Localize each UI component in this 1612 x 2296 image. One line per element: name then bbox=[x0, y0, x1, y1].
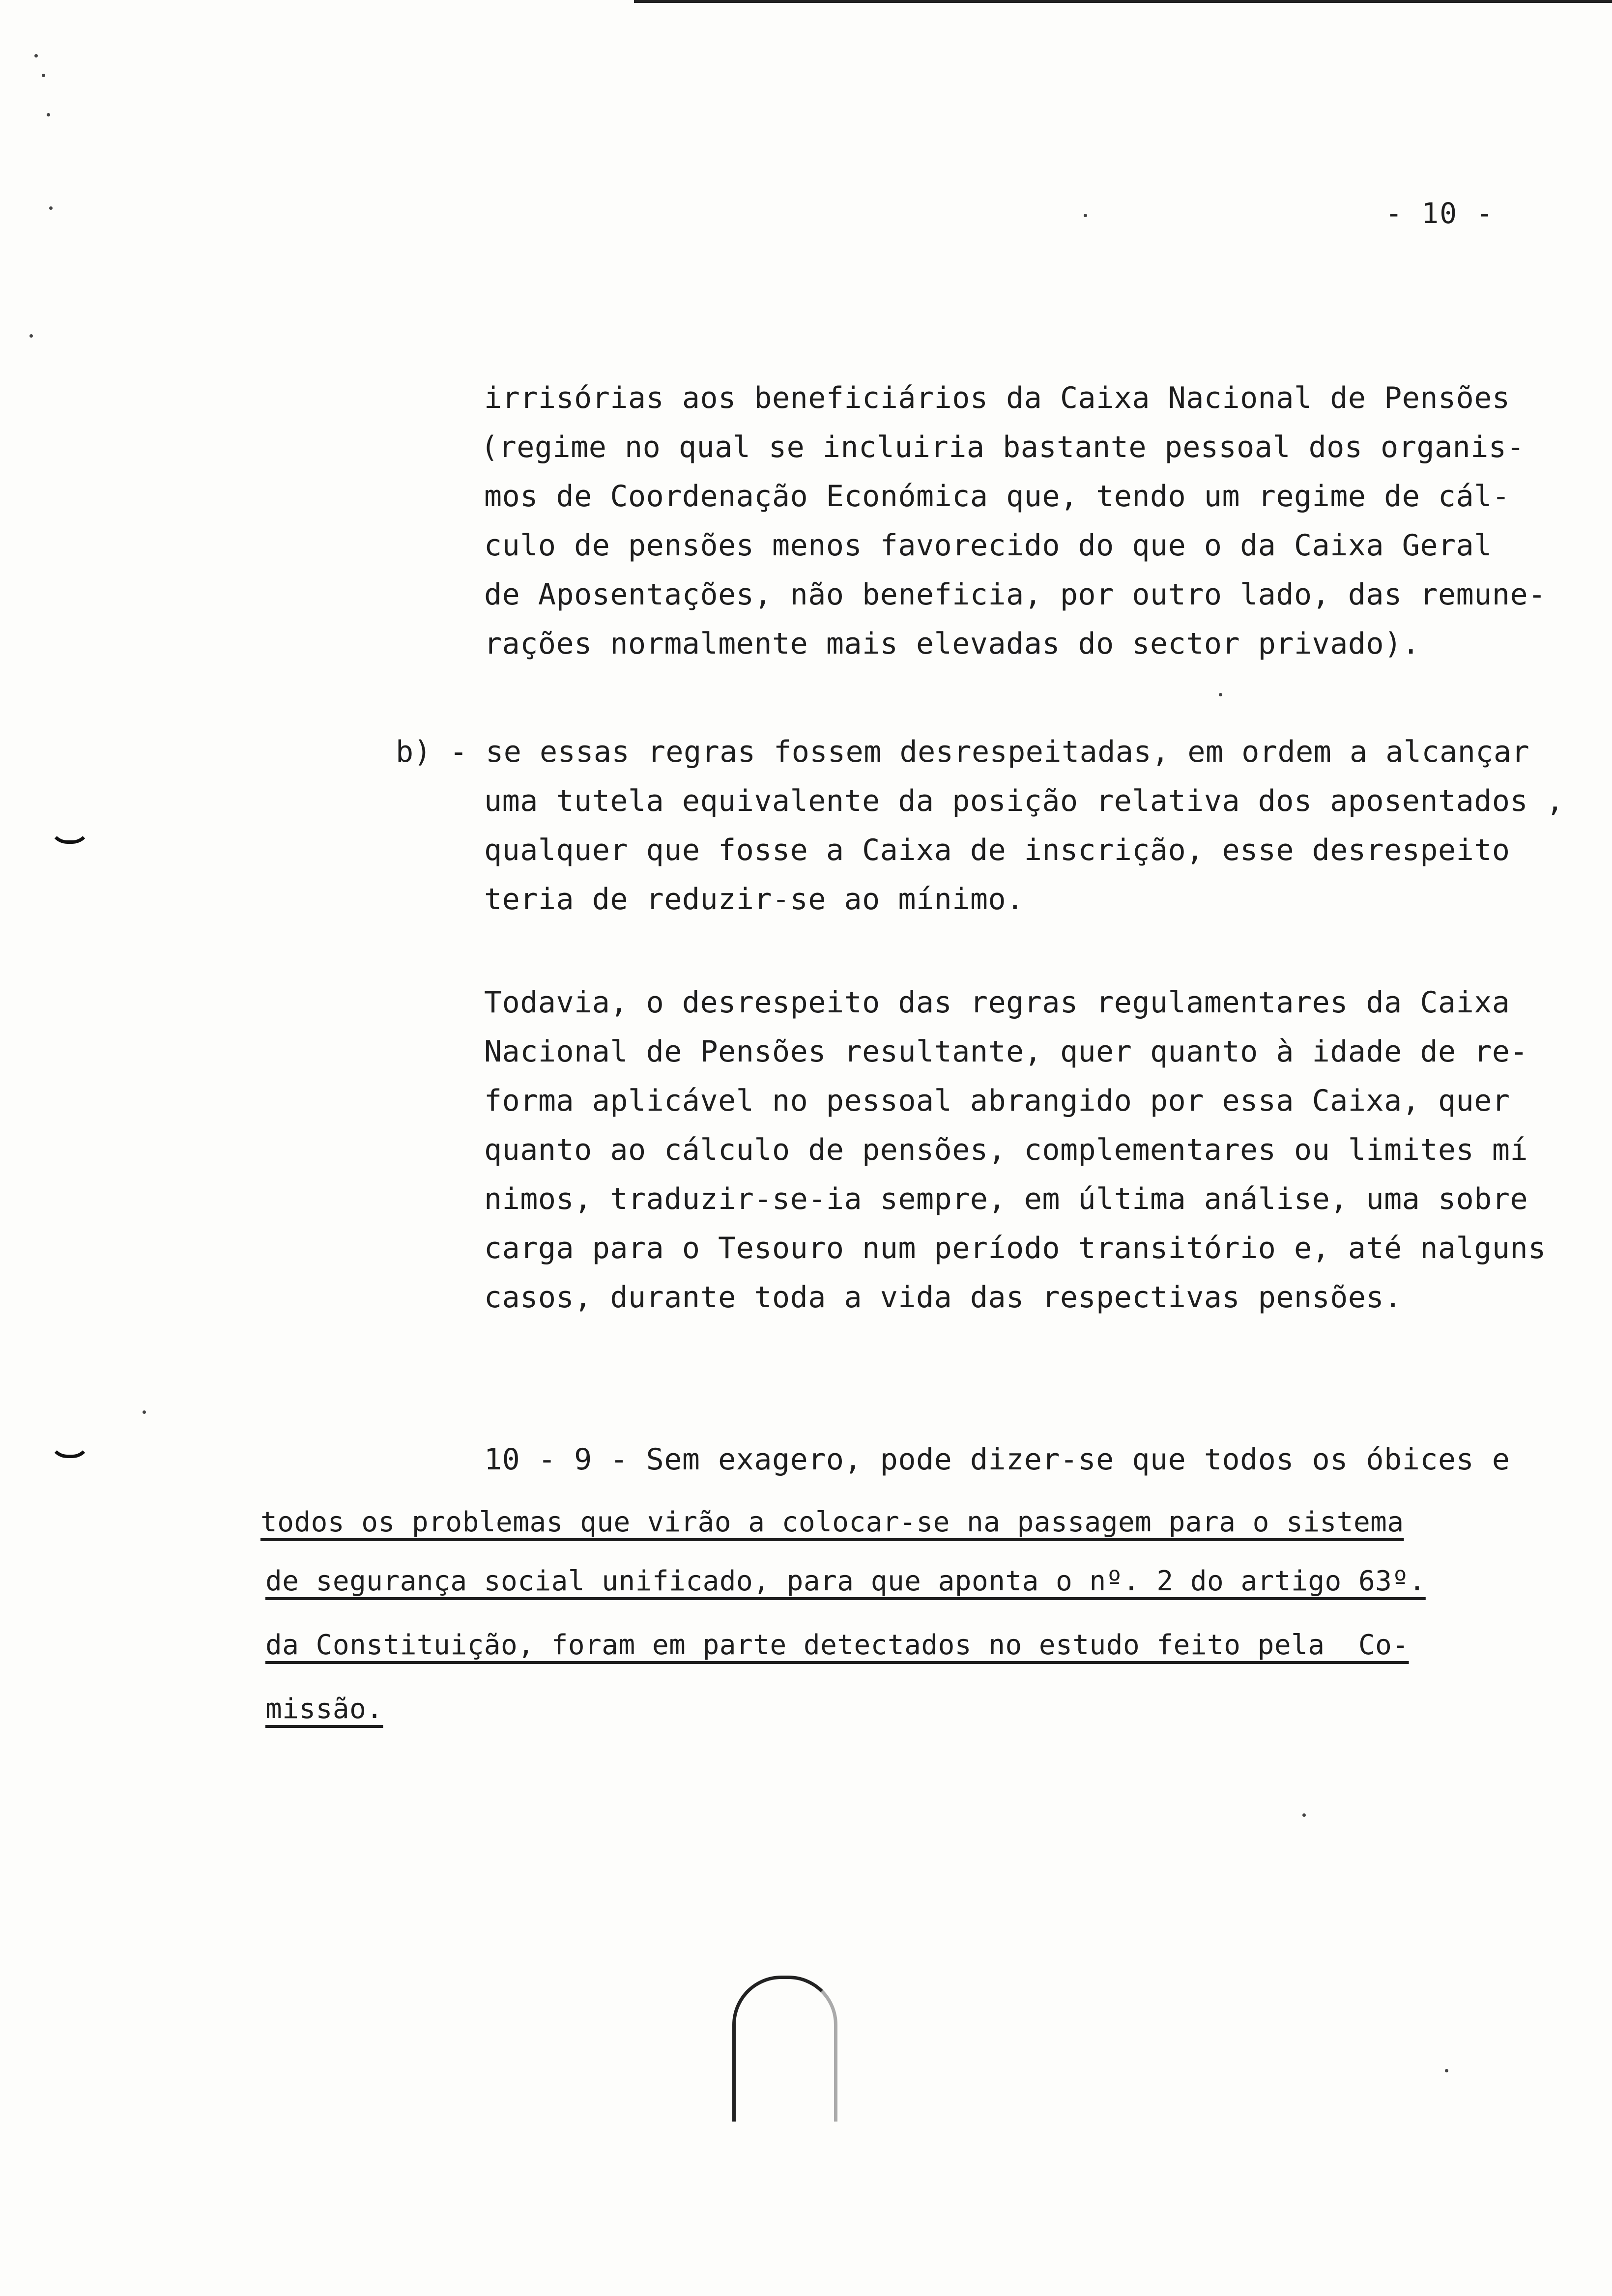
scan-speck bbox=[1302, 1813, 1306, 1817]
top-edge-rule bbox=[634, 0, 1612, 3]
text-line: irrisórias aos beneficiários da Caixa Nacional de Pensões bbox=[484, 381, 1510, 415]
text-line: mos de Coordenação Económica que, tendo um regime de cál- bbox=[484, 479, 1510, 514]
scan-speck bbox=[42, 74, 45, 77]
text-line: teria de reduzir-se ao mínimo. bbox=[484, 882, 1024, 917]
text-line: rações normalmente mais elevadas do sector privado). bbox=[484, 627, 1420, 661]
page-number: - 10 - bbox=[1385, 197, 1494, 230]
text-line: de Aposentações, não beneficia, por outro lado, das remune- bbox=[484, 577, 1546, 612]
text-line: uma tutela equivalente da posição relativa dos aposentados , bbox=[484, 784, 1564, 818]
text-line: nimos, traduzir-se-ia sempre, em última análise, uma sobre bbox=[484, 1182, 1528, 1216]
scan-speck bbox=[1219, 693, 1222, 696]
margin-bracket-mark bbox=[49, 1440, 90, 1458]
stamp-mark bbox=[732, 1976, 837, 2122]
text-line: (regime no qual se incluiria bastante pessoal dos organis- bbox=[481, 430, 1525, 464]
scan-speck bbox=[1445, 2069, 1448, 2072]
underlined-text-line: missão. bbox=[265, 1693, 383, 1725]
scan-speck bbox=[143, 1410, 146, 1414]
list-item-b-line: b) - se essas regras fossem desrespeitadas, em ordem a alcançar bbox=[396, 735, 1530, 769]
underlined-text-line: da Constituição, foram em parte detectados no estudo feito pela Co- bbox=[265, 1629, 1409, 1661]
text-line: qualquer que fosse a Caixa de inscrição, esse desrespeito bbox=[484, 833, 1510, 867]
underlined-text-line: todos os problemas que virão a colocar-se na passagem para o sistema bbox=[260, 1506, 1404, 1538]
text-line: forma aplicável no pessoal abrangido por essa Caixa, quer bbox=[484, 1084, 1510, 1118]
scan-speck bbox=[47, 113, 50, 116]
scan-speck bbox=[49, 206, 53, 210]
scan-speck bbox=[1084, 214, 1087, 217]
text-line: Nacional de Pensões resultante, quer quanto à idade de re- bbox=[484, 1034, 1528, 1069]
section-heading-line: 10 - 9 - Sem exagero, pode dizer-se que todos os óbices e bbox=[484, 1442, 1510, 1477]
text-line: casos, durante toda a vida das respectivas pensões. bbox=[484, 1280, 1402, 1315]
text-line: carga para o Tesouro num período transitório e, até nalguns bbox=[484, 1231, 1546, 1265]
text-line: culo de pensões menos favorecido do que o da Caixa Geral bbox=[484, 528, 1492, 563]
text-line: Todavia, o desrespeito das regras regulamentares da Caixa bbox=[484, 985, 1510, 1020]
text-line: quanto ao cálculo de pensões, complementares ou limites mí bbox=[484, 1133, 1528, 1167]
scan-speck bbox=[29, 334, 33, 338]
scan-speck bbox=[34, 54, 38, 57]
margin-bracket-mark bbox=[49, 826, 90, 844]
underlined-text-line: de segurança social unificado, para que aponta o nº. 2 do artigo 63º. bbox=[265, 1565, 1426, 1597]
